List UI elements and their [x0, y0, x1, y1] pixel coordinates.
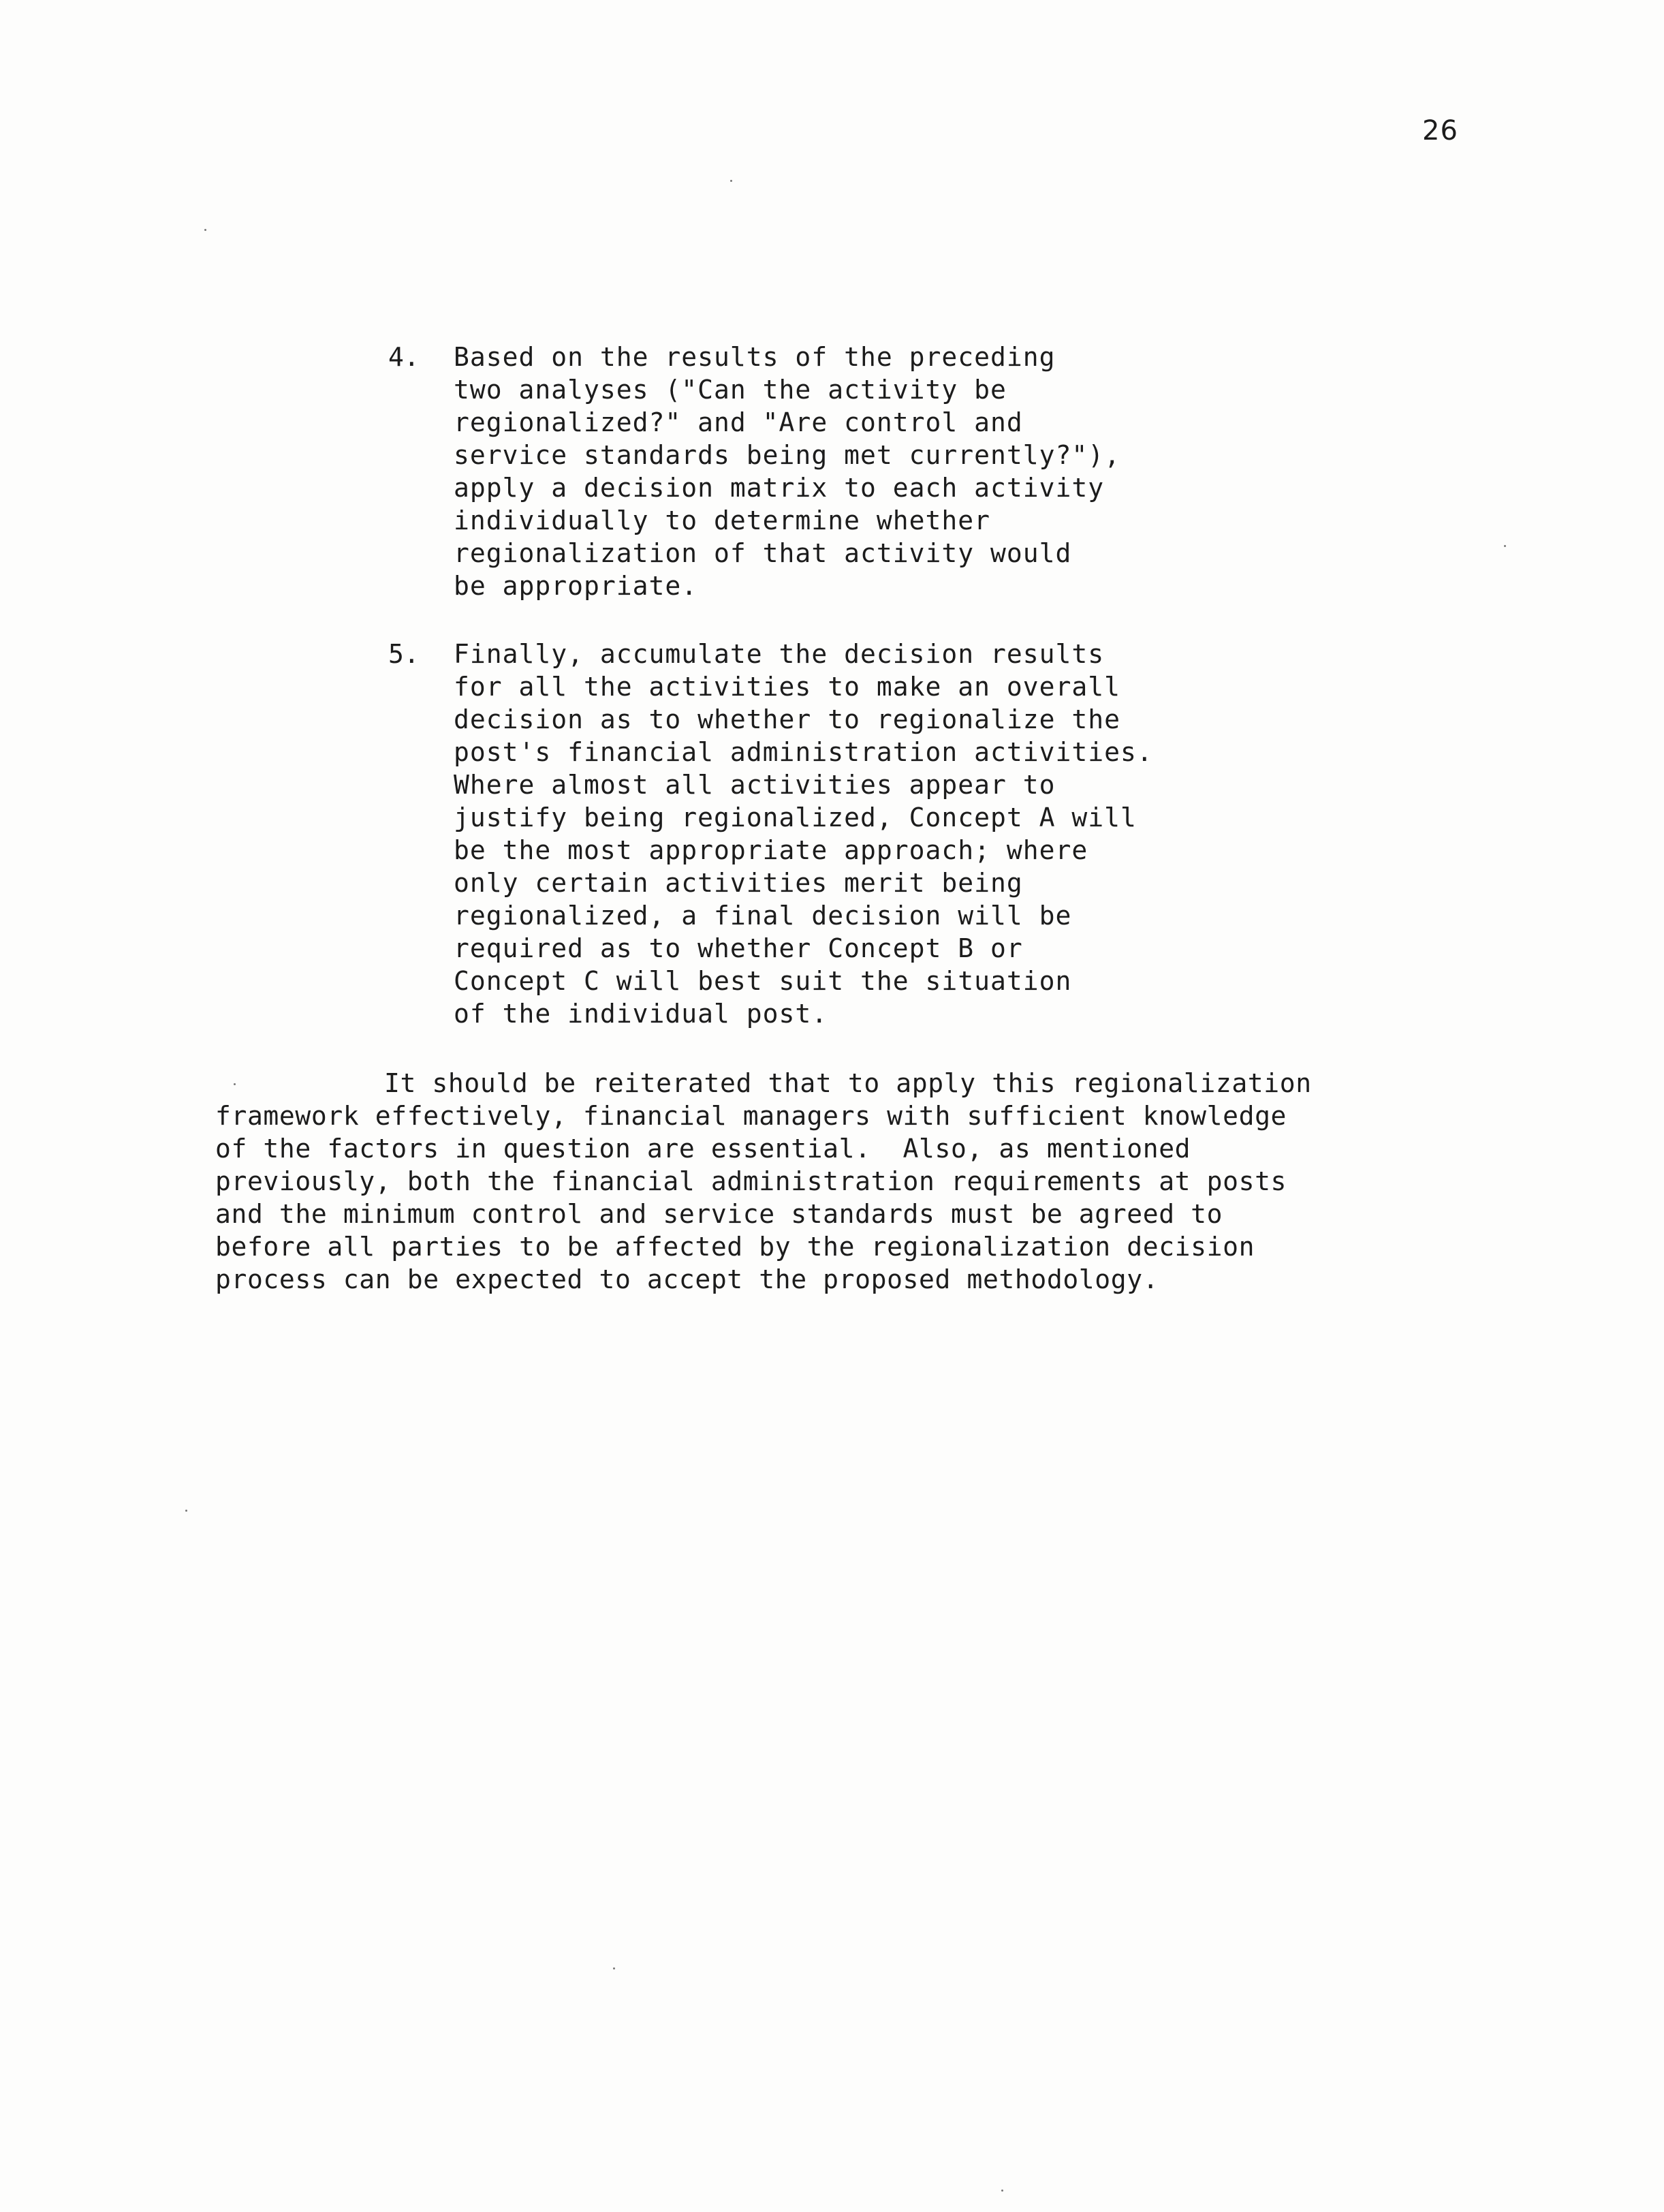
list-item-text [454, 638, 1153, 1030]
text-line: apply a decision matrix to each activity [454, 473, 1105, 503]
text-line: regionalization of that activity would [454, 538, 1072, 568]
text-line: framework effectively, financial managers with sufficient knowledge [215, 1101, 1287, 1131]
scan-speck [234, 1083, 236, 1085]
text-line: regionalized?" and "Are control and [454, 407, 1023, 437]
text-line: decision as to whether to regionalize the [454, 704, 1120, 734]
text-line: process can be expected to accept the proposed methodology. [215, 1264, 1159, 1294]
list-item-text [454, 341, 1120, 602]
text-line: Concept C will best suit the situation [454, 966, 1072, 996]
text-line: be appropriate. [454, 571, 698, 601]
text-line: of the factors in question are essential. Also, as mentioned [215, 1134, 1191, 1164]
text-line: before all parties to be affected by the regionalization decision [215, 1232, 1255, 1262]
list-item-number: 4. [388, 342, 420, 372]
text-line: previously, both the financial administration requirements at posts [215, 1166, 1287, 1196]
text-line: only certain activities merit being [454, 868, 1023, 898]
scan-speck [185, 1510, 187, 1512]
text-line: Where almost all activities appear to [454, 770, 1056, 800]
scan-speck [1001, 2190, 1003, 2192]
body-paragraph [215, 1067, 1312, 1296]
text-line: regionalized, a final decision will be [454, 901, 1072, 931]
text-line: justify being regionalized, Concept A will [454, 803, 1137, 832]
text-line: of the individual post. [454, 999, 828, 1029]
text-line: required as to whether Concept B or [454, 933, 1023, 963]
scan-speck [1504, 545, 1506, 547]
text-line: be the most appropriate approach; where [454, 835, 1088, 865]
text-line: post's financial administration activities. [454, 737, 1153, 767]
list-item-number: 5. [388, 639, 420, 669]
page-number: 26 [1422, 115, 1458, 146]
scan-speck [204, 229, 206, 231]
scan-speck [613, 1967, 615, 1969]
text-line: Finally, accumulate the decision results [454, 639, 1105, 669]
text-line: It should be reiterated that to apply this regionalization [384, 1068, 1312, 1098]
text-line: two analyses ("Can the activity be [454, 375, 1007, 405]
text-line: service standards being met currently?"), [454, 440, 1120, 470]
text-line: individually to determine whether [454, 505, 990, 535]
text-line: for all the activities to make an overall [454, 672, 1120, 702]
text-line: Based on the results of the preceding [454, 342, 1056, 372]
text-line: and the minimum control and service standards must be agreed to [215, 1199, 1223, 1229]
scan-speck [730, 180, 732, 182]
